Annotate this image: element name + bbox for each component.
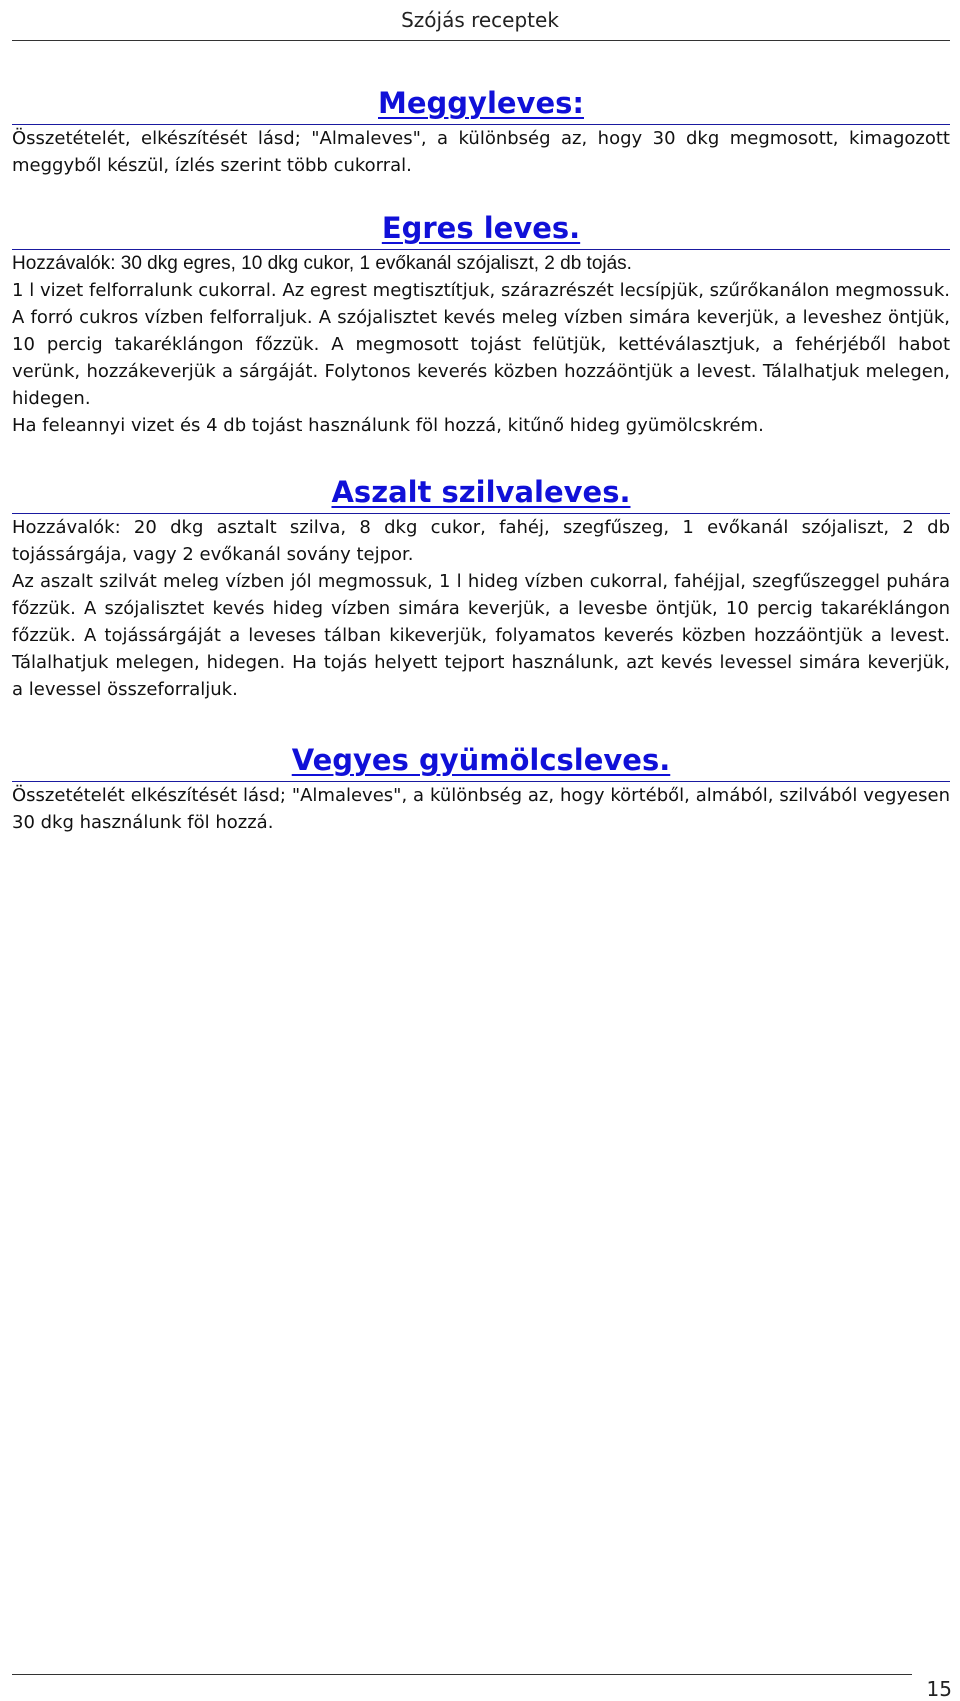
page-content [12, 84, 950, 836]
section-title-meggyleves: Meggyleves: [12, 84, 950, 125]
section-title-aszalt-szilvaleves: Aszalt szilvaleves. [12, 473, 950, 514]
spacer [12, 179, 950, 209]
egres-ingredients: Hozzávalók: 30 dkg egres, 10 dkg cukor, 1 evőkanál szójaliszt, 2 db tojás. [12, 253, 632, 274]
aszalt-ingredients: Hozzávalók: 20 dkg asztalt szilva, 8 dkg cukor, fahéj, szegfűszeg, 1 evőkanál szójaliszt, 2 db tojássárgája, vagy 2 evőkanál sovány tejpor. [12, 517, 950, 565]
egres-note: Ha feleannyi vizet és 4 db tojást használunk föl hozzá, kitűnő hideg gyümölcskrém. [12, 415, 764, 436]
spacer [12, 439, 950, 473]
running-header: Szójás receptek [401, 8, 559, 32]
vegyes-paragraph: Összetételét elkészítését lásd; "Almaleves", a különbség az, hogy körtéből, almából, szilvából vegyesen 30 dkg használunk föl hozzá. [12, 785, 950, 833]
egres-method: 1 l vizet felforralunk cukorral. Az egrest megtisztítjuk, szárazrészét lecsípjük, szűrőkanálon megmossuk. A forró cukros vízben felforraljuk. A szójalisztet kevés meleg vízben simára keverjük, a leveshez öntjük, 10 percig takaréklángon főzzük. A megmosott tojást felütjük, kettéválasztjuk, a fehérjéből habot verünk, hozzákeverjük a sárgáját. Folytonos keverés közben hozzáöntjük a levest. Tálalhatjuk melegen, hidegen. [12, 280, 950, 409]
spacer [12, 703, 950, 741]
page-number: 15 [926, 1677, 952, 1701]
meggyleves-paragraph: Összetételét, elkészítését lásd; "Almaleves", a különbség az, hogy 30 dkg megmosott, kimagozott meggyből készül, ízlés szerint több cukorral. [12, 128, 950, 176]
section-title-vegyes-gyumolcsleves: Vegyes gyümölcsleves. [12, 741, 950, 782]
header-rule [12, 40, 950, 41]
footer-rule [12, 1674, 912, 1675]
aszalt-method: Az aszalt szilvát meleg vízben jól megmossuk, 1 l hideg vízben cukorral, fahéjjal, szegfűszeggel puhára főzzük. A szójalisztet kevés hideg vízben simára keverjük, a levesbe öntjük, 10 percig takaréklángon főzzük. A tojássárgáját a leveses tálban kikeverjük, folyamatos keverés közben hozzáöntjük a levest. Tálalhatjuk melegen, hidegen. Ha tojás helyett tejport használunk, azt kevés levessel simára keverjük, a levessel összeforraljuk. [12, 571, 950, 700]
section-title-egres-leves: Egres leves. [12, 209, 950, 250]
